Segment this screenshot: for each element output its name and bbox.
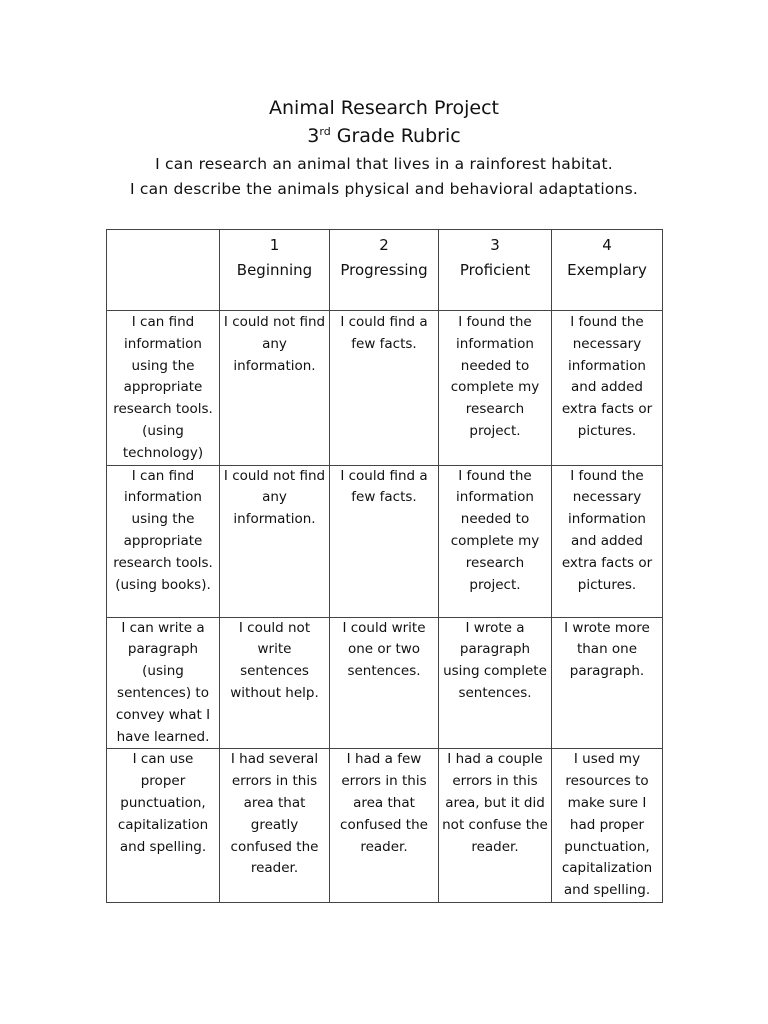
criterion-cell: I can use proper punctuation, capitalization and spelling. — [107, 749, 220, 903]
rubric-cell-beginning: I could not find any information. — [220, 311, 330, 466]
rubric-cell-beginning: I could not write sentences without help. — [220, 617, 330, 749]
rubric-cell-exemplary: I wrote more than one paragraph. — [552, 617, 663, 749]
level-number: 4 — [602, 236, 612, 254]
rubric-cell-exemplary: I found the necessary information and added extra facts or pictures. — [552, 465, 663, 617]
learning-statement-2: I can describe the animals physical and behavioral adaptations. — [130, 180, 638, 198]
level-name: Beginning — [236, 261, 313, 279]
rubric-cell-progressing: I could find a few facts. — [330, 311, 439, 466]
criterion-cell: I can find information using the appropriate research tools. (using technology) — [107, 311, 220, 466]
rubric-cell-progressing: I had a few errors in this area that confused the reader. — [330, 749, 439, 903]
grade-suffix: rd — [319, 125, 331, 138]
rubric-row — [107, 311, 663, 466]
grade-number: 3 — [307, 125, 320, 147]
rubric-row — [107, 465, 663, 617]
rubric-header-row — [107, 230, 663, 311]
rubric-row — [107, 617, 663, 749]
level-name: Exemplary — [567, 261, 647, 279]
rubric-cell-proficient: I wrote a paragraph using complete sentences. — [439, 617, 552, 749]
level-header-exemplary — [552, 230, 663, 311]
rubric-table — [106, 229, 663, 903]
rubric-cell-beginning: I had several errors in this area that greatly confused the reader. — [220, 749, 330, 903]
rubric-cell-proficient: I found the information needed to complete my research project. — [439, 465, 552, 617]
rubric-row — [107, 749, 663, 903]
criterion-cell: I can write a paragraph (using sentences) to convey what I have learned. — [107, 617, 220, 749]
rubric-cell-progressing: I could find a few facts. — [330, 465, 439, 617]
level-name: Proficient — [459, 261, 531, 279]
rubric-cell-proficient: I had a couple errors in this area, but it did not confuse the reader. — [439, 749, 552, 903]
rubric-cell-proficient: I found the information needed to complete my research project. — [439, 311, 552, 466]
rubric-cell-progressing: I could write one or two sentences. — [330, 617, 439, 749]
grade-rest: Grade Rubric — [330, 125, 461, 147]
header-blank-cell — [107, 230, 220, 311]
document-title: Animal Research Project — [269, 97, 499, 119]
level-header-beginning — [220, 230, 330, 311]
learning-statement-1: I can research an animal that lives in a rainforest habitat. — [155, 155, 613, 173]
rubric-cell-exemplary: I found the necessary information and added extra facts or pictures. — [552, 311, 663, 466]
rubric-cell-exemplary: I used my resources to make sure I had proper punctuation, capitalization and spelling. — [552, 749, 663, 903]
level-number: 2 — [379, 236, 389, 254]
level-number: 3 — [490, 236, 500, 254]
level-header-proficient — [439, 230, 552, 311]
level-name: Progressing — [340, 261, 428, 279]
document-subtitle — [0, 124, 768, 148]
level-number: 1 — [269, 236, 280, 254]
criterion-cell: I can find information using the appropriate research tools. (using books). — [107, 465, 220, 617]
level-header-progressing — [330, 230, 439, 311]
rubric-cell-beginning: I could not find any information. — [220, 465, 330, 617]
